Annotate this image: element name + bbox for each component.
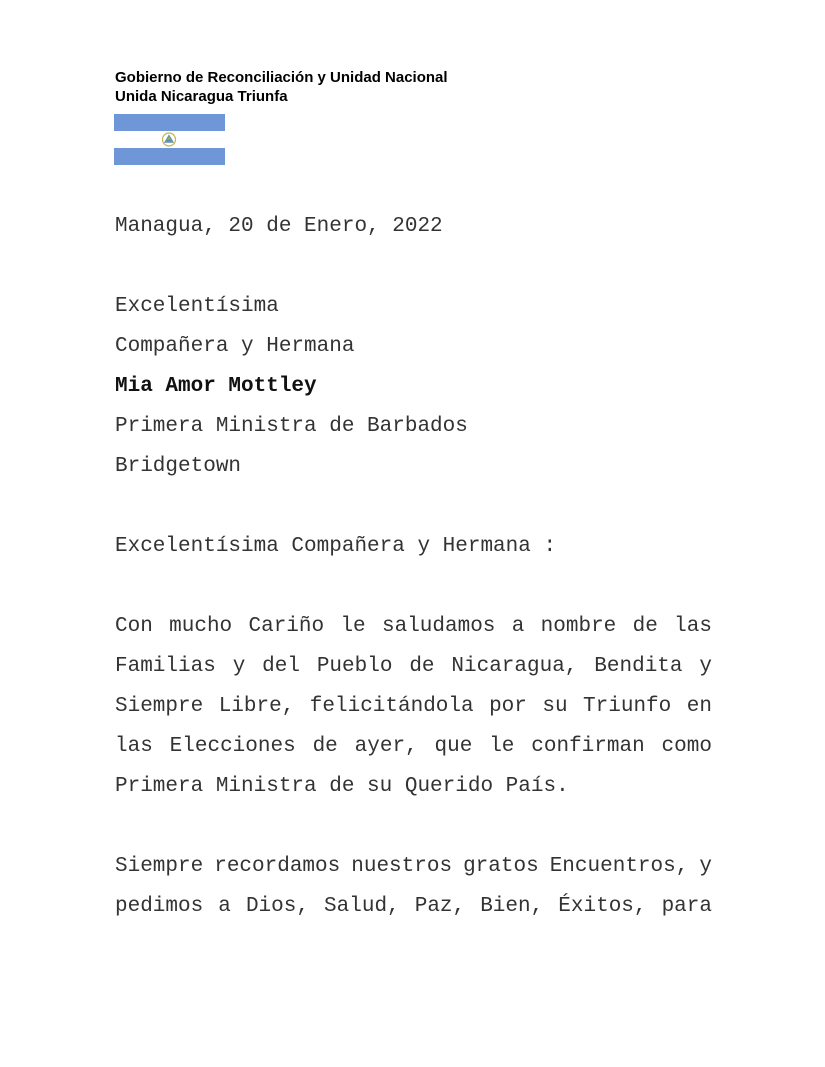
- word: a: [218, 895, 231, 918]
- word: Paz,: [414, 895, 466, 918]
- word: Bendita: [594, 655, 683, 678]
- flag-bottom-stripe: [114, 148, 225, 165]
- word: ayer,: [354, 735, 418, 758]
- word: gratos: [463, 855, 539, 878]
- word: Familias: [115, 655, 216, 678]
- word: por: [489, 695, 527, 718]
- word: Elecciones: [169, 735, 296, 758]
- word: de: [409, 655, 435, 678]
- paragraph-2-line-1: [115, 855, 712, 878]
- letterhead-slogan: Unida Nicaragua Triunfa: [115, 88, 288, 105]
- word: Triunfo: [583, 695, 672, 718]
- paragraph-1-line-1: [115, 615, 712, 638]
- flag-top-stripe: [114, 114, 225, 131]
- word: Siempre: [115, 695, 204, 718]
- word: felicitándola: [309, 695, 474, 718]
- recipient-name: Mia Amor Mottley: [115, 375, 317, 398]
- word: recordamos: [214, 855, 341, 878]
- paragraph-1-line-2: [115, 655, 712, 678]
- word: Siempre: [115, 855, 204, 878]
- word: Bien,: [480, 895, 544, 918]
- paragraph-2-line-2: [115, 895, 712, 918]
- recipient-city: Bridgetown: [115, 455, 242, 478]
- word: del: [262, 655, 300, 678]
- word: y: [699, 655, 712, 678]
- coat-of-arms-icon: [161, 132, 177, 147]
- word: y: [232, 655, 246, 678]
- letter-date: Managua, 20 de Enero, 2022: [115, 215, 443, 238]
- paragraph-1-line-4: [115, 735, 712, 758]
- word: en: [686, 695, 712, 718]
- word: Dios,: [245, 895, 309, 918]
- word: nuestros: [351, 855, 453, 878]
- word: Con: [115, 615, 153, 638]
- word: a: [511, 615, 525, 638]
- word: mucho: [169, 615, 233, 638]
- word: Salud,: [324, 895, 400, 918]
- word: para: [661, 895, 712, 918]
- word: que: [434, 735, 473, 758]
- word: nombre: [540, 615, 617, 638]
- word: le: [340, 615, 366, 638]
- word: y: [699, 855, 712, 878]
- salutation-companera: Compañera y Hermana: [115, 335, 355, 358]
- greeting-line: Excelentísima Compañera y Hermana :: [115, 535, 557, 558]
- word: de: [312, 735, 338, 758]
- word: confirman: [531, 735, 645, 758]
- word: Nicaragua,: [451, 655, 578, 678]
- word: las: [674, 615, 712, 638]
- word: pedimos: [115, 895, 204, 918]
- word: Libre,: [218, 695, 295, 718]
- word: Pueblo: [316, 655, 393, 678]
- word: le: [489, 735, 515, 758]
- word: su: [542, 695, 568, 718]
- word: las: [115, 735, 153, 758]
- salutation-excelentisima: Excelentísima: [115, 295, 279, 318]
- paragraph-1-line-5: Primera Ministra de su Querido País.: [115, 775, 569, 798]
- letterhead: [115, 68, 448, 106]
- word: Encuentros,: [549, 855, 689, 878]
- paragraph-1-line-3: [115, 695, 712, 718]
- recipient-title: Primera Ministra de Barbados: [115, 415, 468, 438]
- word: saludamos: [381, 615, 496, 638]
- word: Éxitos,: [558, 895, 647, 918]
- letterhead-government: Gobierno de Reconciliación y Unidad Nacional: [115, 69, 448, 86]
- word: de: [632, 615, 658, 638]
- nicaragua-flag: [114, 114, 225, 165]
- word: como: [661, 735, 712, 758]
- word: Cariño: [248, 615, 325, 638]
